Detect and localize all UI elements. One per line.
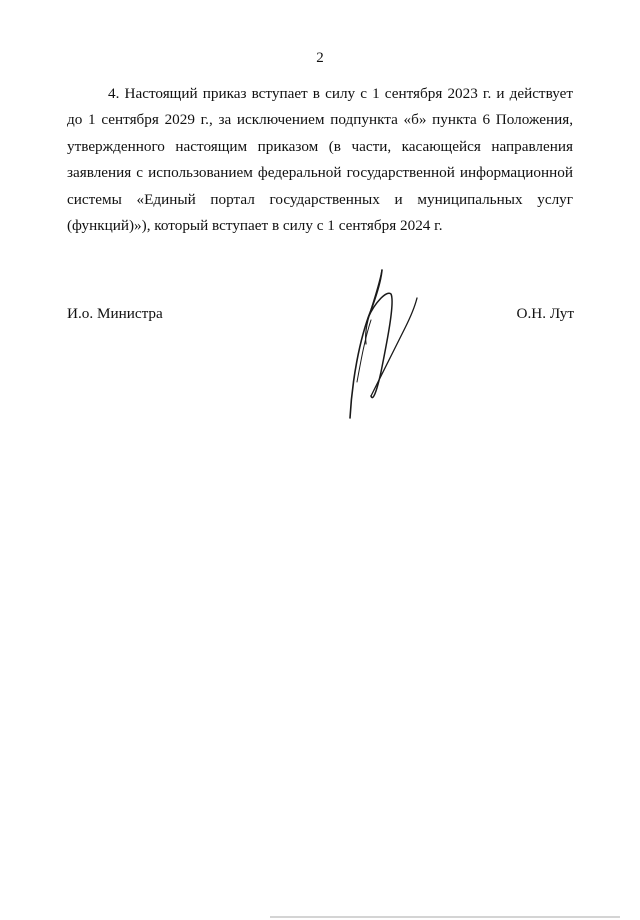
page-number: 2 [316,50,324,66]
handwritten-signature [335,262,435,424]
signatory-name: О.Н. Лут [516,305,574,322]
order-paragraph: 4. Настоящий приказ вступает в силу с 1 сентября 2023 г. и действует до 1 сентября 2029 г., за исключением подпункта «б» пункта 6 Положения, утвержденного настоящим приказом (в части, касающейся направления заявления с использованием федеральной государственной информационной системы «Единый портал государственных и муниципальных услуг (функций)»), который вступает в силу с 1 сентября 2024 г. [67,85,573,235]
signatory-position: И.о. Министра [67,305,163,322]
scan-edge-line [270,916,620,918]
